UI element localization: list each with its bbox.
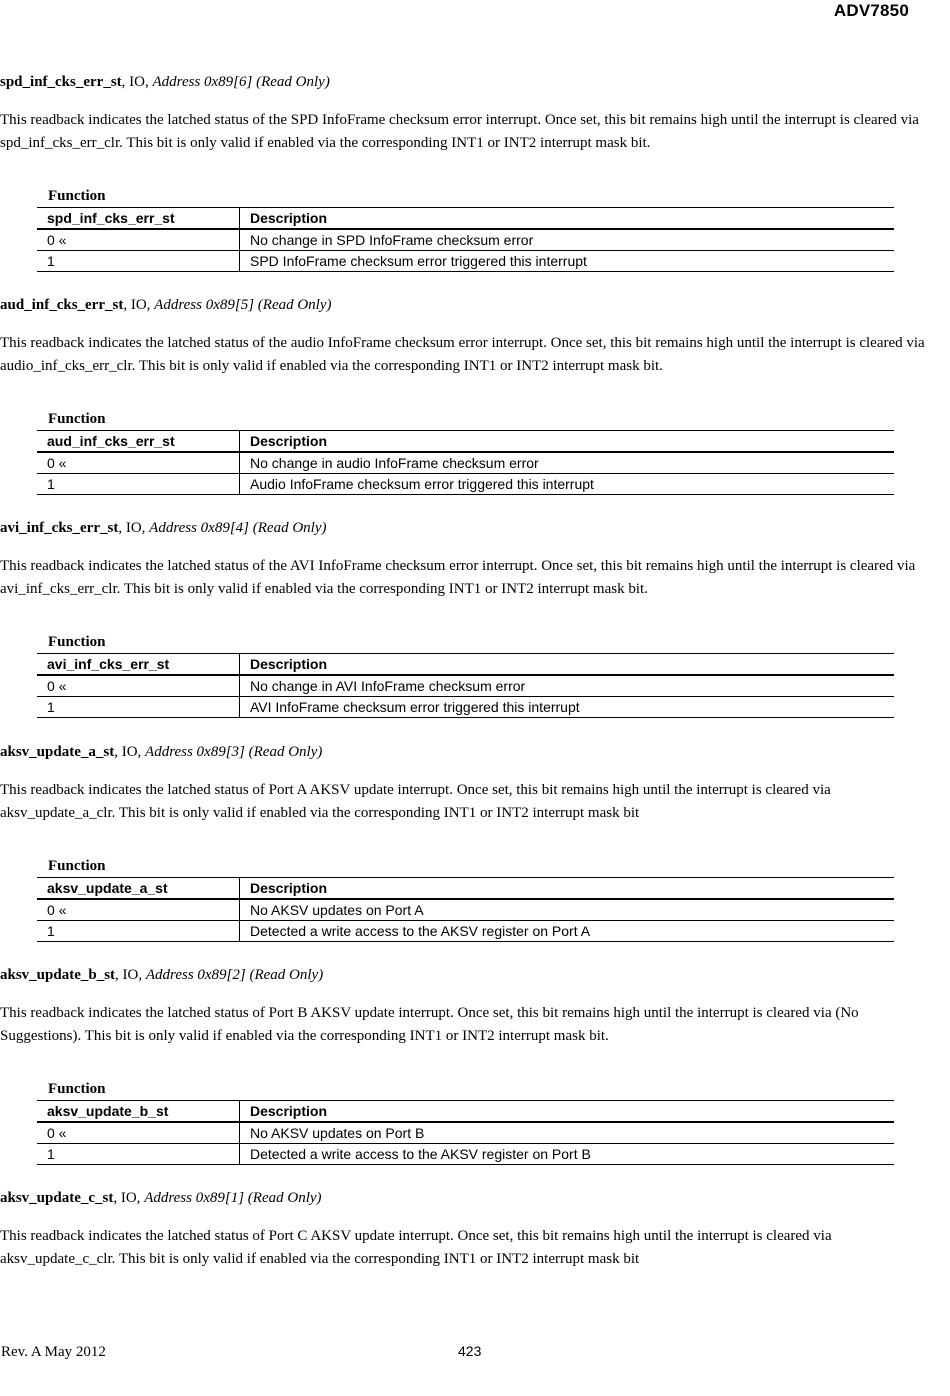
register-description: This readback indicates the latched status of Port B AKSV update interrupt. Once set, this bit remains high until the interrupt is cleared via (No Suggestions). This bit is only valid if enabled via the corresponding INT1 or INT2 interrupt mask bit. bbox=[0, 1005, 859, 1044]
register-section bbox=[0, 743, 930, 939]
row-description: No change in audio InfoFrame checksum error bbox=[240, 452, 895, 474]
row-value: 0 « bbox=[37, 229, 240, 251]
register-heading bbox=[0, 1189, 930, 1207]
function-label: Function bbox=[48, 411, 106, 427]
register-address: Address 0x89[2] (Read Only) bbox=[145, 967, 324, 983]
function-table bbox=[37, 207, 894, 272]
row-value: 1 bbox=[37, 251, 240, 272]
function-table bbox=[37, 430, 894, 495]
register-type: , IO, bbox=[113, 1190, 145, 1206]
register-address: Address 0x89[3] (Read Only) bbox=[145, 744, 323, 760]
column-header-value: aud_inf_cks_err_st bbox=[37, 431, 240, 453]
register-heading bbox=[0, 296, 930, 314]
register-name: aud_inf_cks_err_st bbox=[0, 297, 124, 313]
table-row bbox=[37, 1122, 894, 1144]
column-header-description: Description bbox=[240, 654, 895, 676]
register-heading bbox=[0, 743, 930, 761]
function-label: Function bbox=[48, 858, 106, 874]
column-header-value: aksv_update_a_st bbox=[37, 878, 240, 900]
row-description: Detected a write access to the AKSV register on Port A bbox=[240, 921, 895, 942]
column-header-value: spd_inf_cks_err_st bbox=[37, 208, 240, 230]
table-header-row bbox=[37, 878, 894, 900]
register-name: spd_inf_cks_err_st bbox=[0, 74, 122, 90]
table-header-row bbox=[37, 431, 894, 453]
register-type: , IO, bbox=[121, 74, 153, 90]
function-table bbox=[37, 1100, 894, 1165]
row-description: Audio InfoFrame checksum error triggered this interrupt bbox=[240, 474, 895, 495]
register-name: avi_inf_cks_err_st bbox=[0, 520, 119, 536]
row-description: Detected a write access to the AKSV register on Port B bbox=[240, 1144, 895, 1165]
register-description: This readback indicates the latched status of Port A AKSV update interrupt. Once set, this bit remains high until the interrupt is cleared via aksv_update_a_clr. This bit is only valid if enabled via the corresponding INT1 or INT2 interrupt mask bit bbox=[0, 782, 831, 821]
register-heading bbox=[0, 519, 930, 537]
register-address: Address 0x89[6] (Read Only) bbox=[152, 74, 330, 90]
table-row bbox=[37, 697, 894, 718]
register-description: This readback indicates the latched status of the AVI InfoFrame checksum error interrupt. Once set, this bit remains high until the interrupt is cleared via avi_inf_cks_err_clr. This bit is only valid if enabled via the corresponding INT1 or INT2 interrupt mask bit. bbox=[0, 558, 916, 597]
function-label: Function bbox=[48, 188, 106, 204]
table-header-row bbox=[37, 1101, 894, 1123]
row-description: AVI InfoFrame checksum error triggered this interrupt bbox=[240, 697, 895, 718]
row-value: 1 bbox=[37, 697, 240, 718]
register-section bbox=[0, 296, 930, 492]
row-value: 0 « bbox=[37, 1122, 240, 1144]
register-description: This readback indicates the latched status of the audio InfoFrame checksum error interrupt. Once set, this bit remains high until the interrupt is cleared via audio_inf_cks_err_clr. This bit is only valid if enabled via the corresponding INT1 or INT2 interrupt mask bit. bbox=[0, 335, 925, 374]
register-section bbox=[0, 73, 930, 269]
table-header-row bbox=[37, 208, 894, 230]
function-table bbox=[37, 877, 894, 942]
register-description: This readback indicates the latched status of the SPD InfoFrame checksum error interrupt. Once set, this bit remains high until the interrupt is cleared via spd_inf_cks_err_clr. This bit is only valid if enabled via the corresponding INT1 or INT2 interrupt mask bit. bbox=[0, 112, 919, 151]
row-description: No AKSV updates on Port B bbox=[240, 1122, 895, 1144]
register-name: aksv_update_a_st bbox=[0, 744, 115, 760]
row-value: 0 « bbox=[37, 452, 240, 474]
table-row bbox=[37, 1144, 894, 1165]
register-section bbox=[0, 519, 930, 715]
register-heading bbox=[0, 73, 930, 91]
register-address: Address 0x89[4] (Read Only) bbox=[149, 520, 327, 536]
row-value: 1 bbox=[37, 474, 240, 495]
register-type: , IO, bbox=[114, 744, 146, 760]
function-table bbox=[37, 653, 894, 718]
table-header-row bbox=[37, 654, 894, 676]
table-row bbox=[37, 452, 894, 474]
row-description: No change in AVI InfoFrame checksum error bbox=[240, 675, 895, 697]
table-row bbox=[37, 921, 894, 942]
column-header-value: avi_inf_cks_err_st bbox=[37, 654, 240, 676]
row-description: No AKSV updates on Port A bbox=[240, 899, 895, 921]
row-value: 0 « bbox=[37, 675, 240, 697]
register-section bbox=[0, 1189, 930, 1267]
row-description: No change in SPD InfoFrame checksum error bbox=[240, 229, 895, 251]
register-section bbox=[0, 966, 930, 1162]
page-number: 423 bbox=[458, 1343, 482, 1359]
function-label: Function bbox=[48, 1081, 106, 1097]
register-address: Address 0x89[5] (Read Only) bbox=[154, 297, 332, 313]
row-value: 0 « bbox=[37, 899, 240, 921]
table-row bbox=[37, 229, 894, 251]
row-description: SPD InfoFrame checksum error triggered this interrupt bbox=[240, 251, 895, 272]
document-title: ADV7850 bbox=[833, 1, 909, 20]
column-header-description: Description bbox=[240, 431, 895, 453]
register-name: aksv_update_c_st bbox=[0, 1190, 114, 1206]
row-value: 1 bbox=[37, 1144, 240, 1165]
function-label: Function bbox=[48, 634, 106, 650]
register-type: , IO, bbox=[118, 520, 150, 536]
column-header-description: Description bbox=[240, 878, 895, 900]
column-header-description: Description bbox=[240, 208, 895, 230]
footer-revision: Rev. A May 2012 bbox=[1, 1344, 106, 1360]
column-header-description: Description bbox=[240, 1101, 895, 1123]
register-type: , IO, bbox=[115, 967, 146, 983]
register-type: , IO, bbox=[123, 297, 155, 313]
table-row bbox=[37, 251, 894, 272]
register-name: aksv_update_b_st bbox=[0, 967, 116, 983]
table-row bbox=[37, 675, 894, 697]
column-header-value: aksv_update_b_st bbox=[37, 1101, 240, 1123]
row-value: 1 bbox=[37, 921, 240, 942]
register-description: This readback indicates the latched status of Port C AKSV update interrupt. Once set, this bit remains high until the interrupt is cleared via aksv_update_c_clr. This bit is only valid if enabled via the corresponding INT1 or INT2 interrupt mask bit bbox=[0, 1228, 832, 1267]
register-heading bbox=[0, 966, 930, 984]
register-address: Address 0x89[1] (Read Only) bbox=[144, 1190, 322, 1206]
table-row bbox=[37, 899, 894, 921]
table-row bbox=[37, 474, 894, 495]
